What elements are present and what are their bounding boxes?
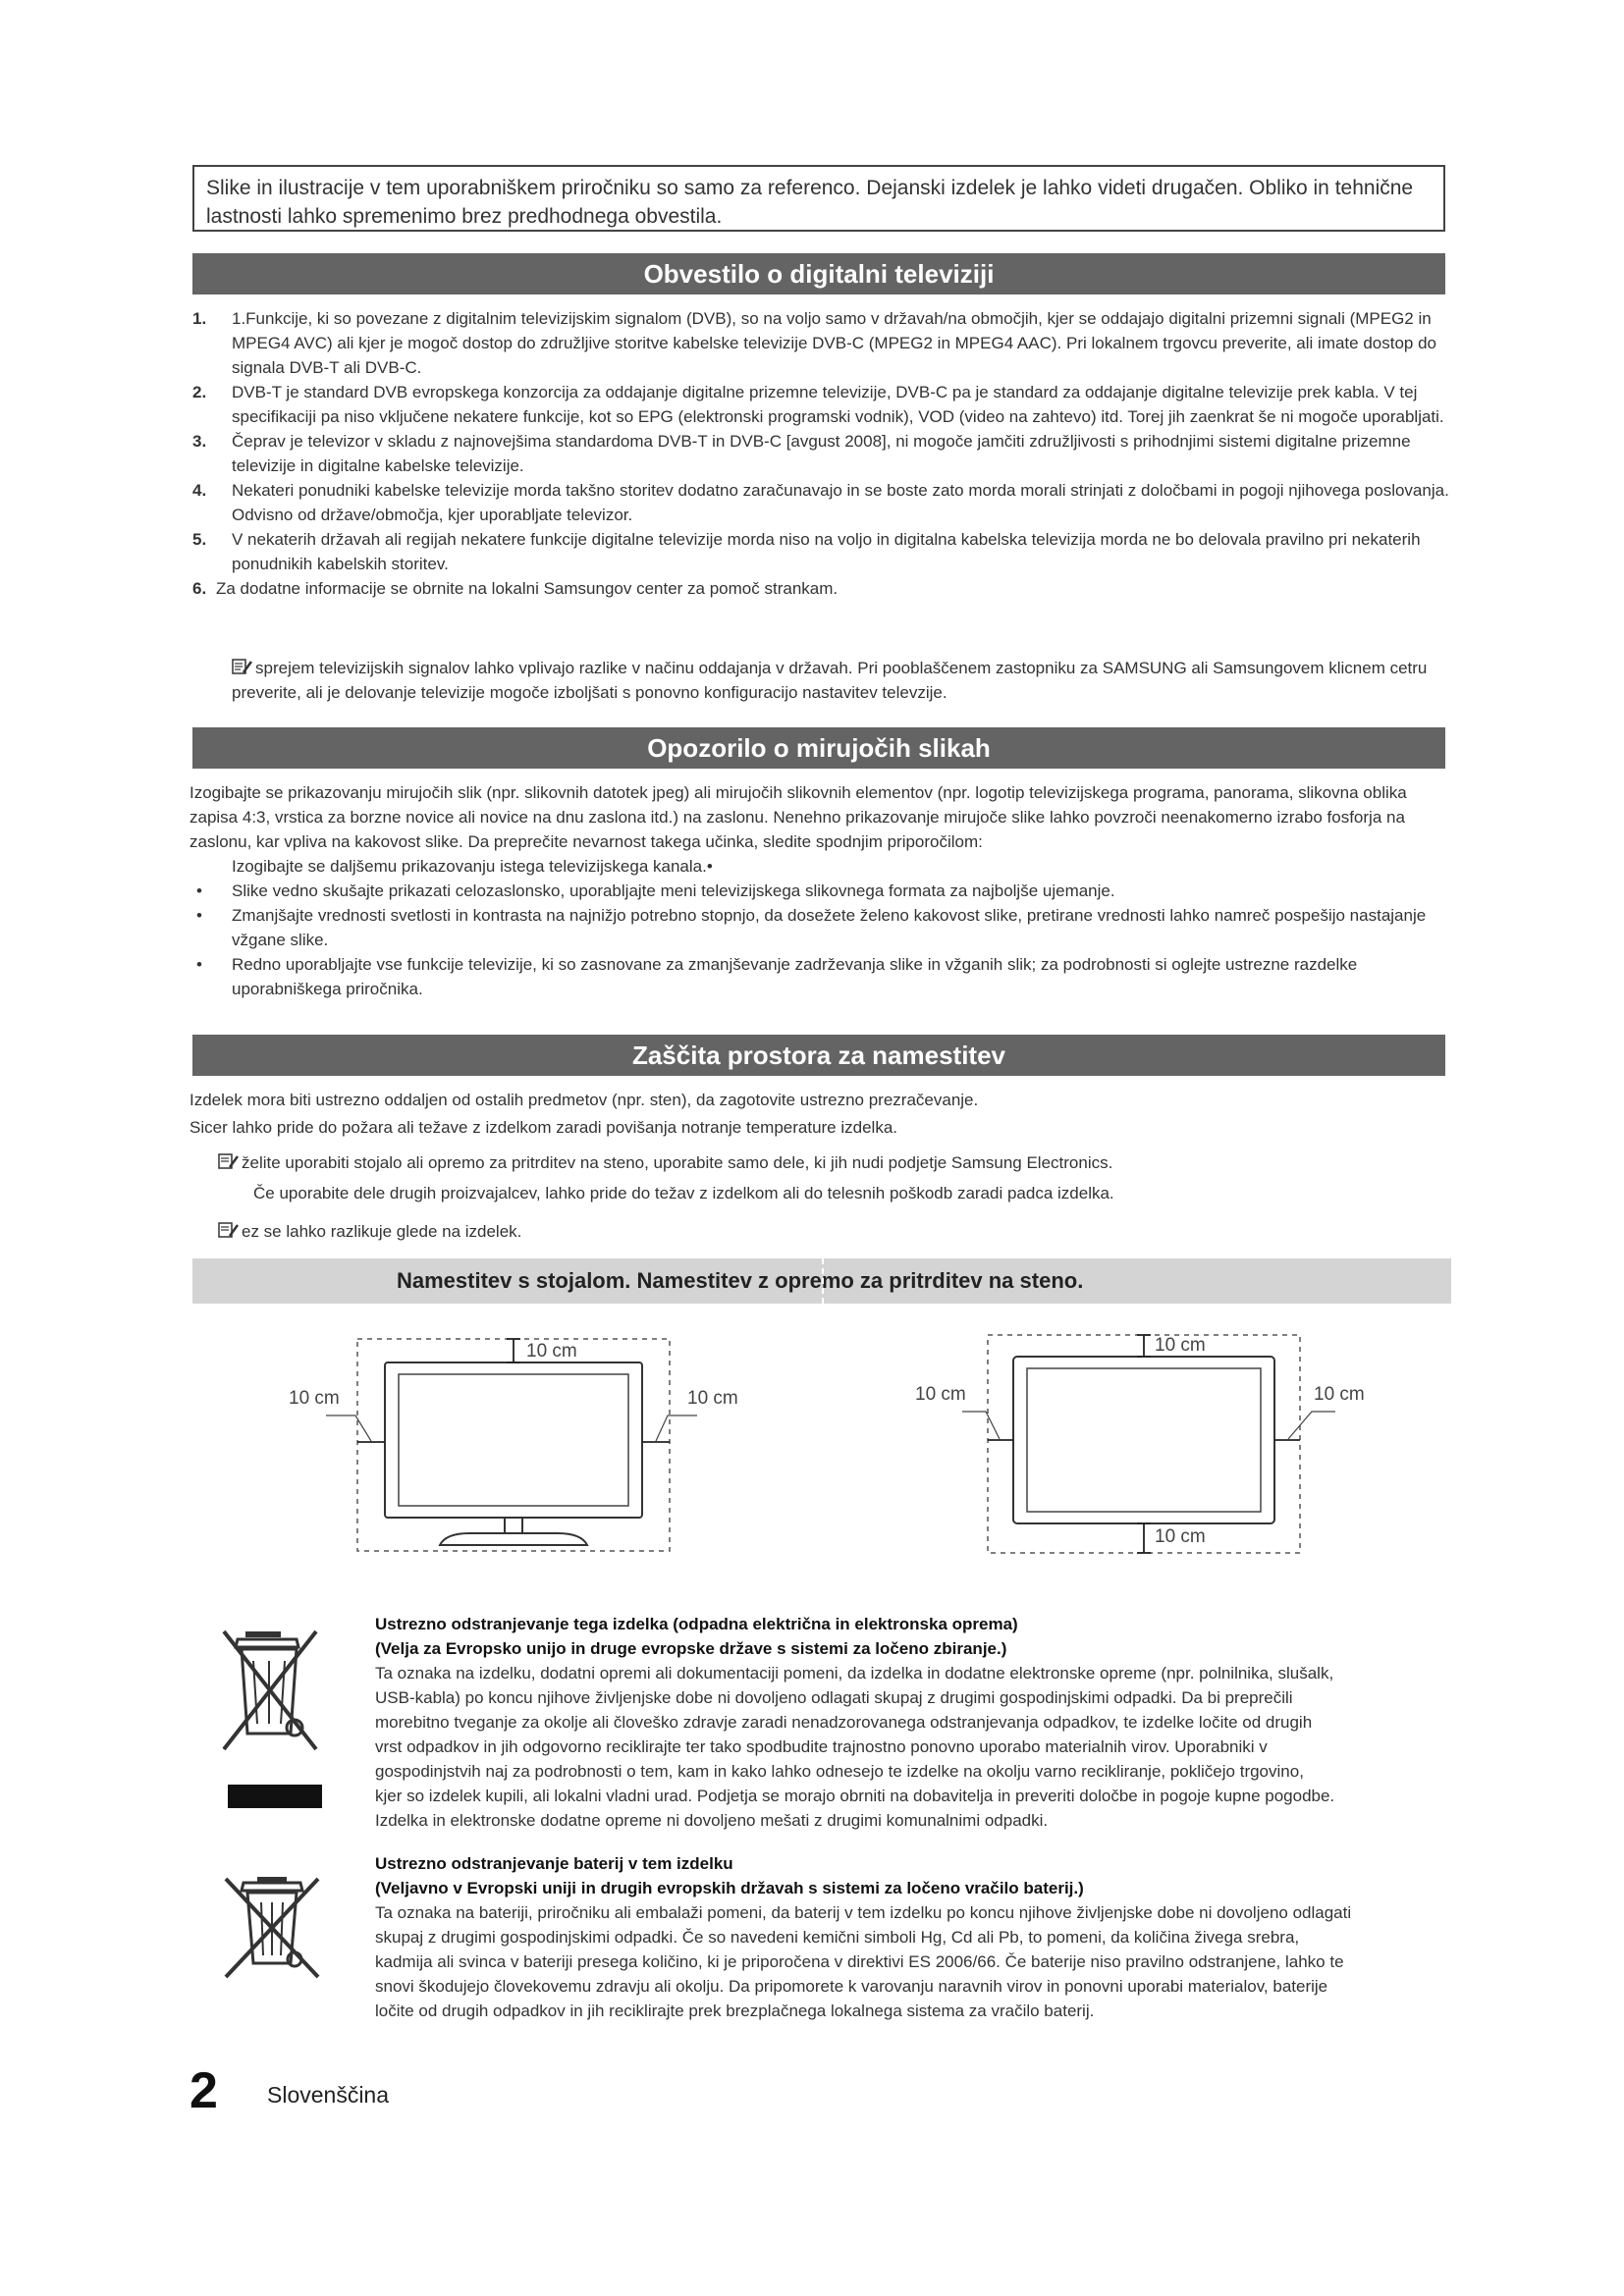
list-item [192,380,1451,429]
list-number: 3. [192,432,207,451]
battery-text-line: skupaj z drugimi gospodinjskimi odpadki. Če so navedeni kemični simboli Hg, Cd ali Pb, to pomeni, da količina živega srebra, [375,1928,1300,1947]
stand-installation-diagram [275,1325,746,1561]
wall-tv-drawing [903,1325,1414,1561]
note-text: ez se lahko razlikuje glede na izdelek. [242,1222,522,1241]
still-image-bullets [192,854,1451,1001]
bullet: • [196,906,202,925]
note-text: želite uporabiti stojalo ali opremo za pritrditev na steno, uporabite samo dele, ki jih nudi podjetje Samsung Electronics. [242,1153,1113,1172]
list-number: 5. [192,530,207,549]
list-item [192,952,1451,1001]
digital-tv-note [232,656,1449,705]
wall-mount-diagram [903,1325,1414,1561]
list-text: Zmanjšajte vrednosti svetlosti in kontrasta na najnižjo potrebno stopnjo, da dosežete želeno kakovost slike, pretirane vrednosti lahko namreč pospešijo nastajanje vžgane slike. [232,906,1427,949]
dim-label-left: 10 cm [915,1384,966,1405]
weee-text-line: morebitno tveganje za okolje ali človeško zdravje zaradi nenadzorovanega odstranjevanja odpadkov, te izdelke ločite od drugih [375,1713,1313,1732]
list-text: DVB-T je standard DVB evropskega konzorcija za oddajanje digitalne prizemne televizije, DVB-C pa je standard za oddajanje digitalne televizije prek kabla. V tej specifikaciji pa niso vključene nekatere funkcije, kot so EPG (elektronski programski vodnik), VOD (video na zahtevo) itd. Torej jih zaenkrat še ni mogoče uporabljati. [232,383,1444,426]
dim-label-top: 10 cm [1155,1335,1206,1356]
note-icon [218,1152,240,1170]
bullet: • [196,881,202,900]
dim-label-bottom: 10 cm [1155,1526,1206,1547]
list-text: Redno uporabljajte vse funkcije televizije, ki so zasnovane za zmanjševanje zadrževanja slike in vžganih slik; za podrobnosti si oglejte ustrezne razdelke uporabniškega priročnika. [232,955,1358,998]
battery-text-line: kadmija ali svinca v bateriji presega količino, ki je priporočena v direktivi ES 2006/66. Če baterije niso pravilno odstranjene, lahko te [375,1952,1344,1971]
battery-subtitle: (Veljavno v Evropski uniji in drugih evropskih državah s sistemi za ločeno vračilo baterij.) [375,1879,1084,1897]
weee-text-line: USB-kabla) po koncu njihove življenjske dobe ni dovoljeno odlagati skupaj z drugimi gospodinjskimi odpadki. Da bi preprečili [375,1688,1293,1707]
installation-header [192,1258,1451,1304]
list-text: 1.Funkcije, ki so povezane z digitalnim televizijskim signalom (DVB), so na voljo samo v državah/na območjih, kjer se oddajajo digitalni prizemni signali (MPEG2 in MPEG4 AVC) ali kjer je mogoč dostop do združljive storitve kabelske televizije DVB-C (MPEG2 in MPEG4 AAC). Pri lokalnem trgovcu preverite, ali imate dostop do signala DVB-T ali DVB-C. [232,309,1437,377]
list-number: 6. [192,579,207,598]
installation-header-text: Namestitev s stojalom. Namestitev z opremo za pritrditev na steno. [397,1268,1084,1293]
weee-subtitle: (Velja za Evropsko unijo in druge evropske države s sistemi za ločeno zbiranje.) [375,1639,1007,1658]
weee-title: Ustrezno odstranjevanje tega izdelka (odpadna električna in elektronska oprema) [375,1615,1018,1633]
footer-language: Slovenščina [267,2082,390,2108]
still-image-intro: Izogibajte se prikazovanju mirujočih slik (npr. slikovnih datotek jpeg) ali mirujočih slikovnih elementov (npr. logotip televizijskega programa, panorama, slikovna oblika zapisa 4:3, vrstica za borzne novice ali novice na dnu zaslona itd.) na zaslonu. Nenehno prikazovanje mirujoče slike lahko povzroči neenakomerno izrabo fosforja na zaslonu, kar vpliva na kakovost slike. Da preprečite nevarnost takega učinka, sledite spodnjim priporočilom: [189,783,1407,851]
note-text: sprejem televizijskih signalov lahko vplivajo razlike v načinu oddajanja v državah. Pri pooblaščenem zastopniku za SAMSUNG ali Samsungovem klicnem cetru preverite, ali je delovanje televizije mogoče izboljšati s ponovno konfiguracijo nastavitev televzije. [232,659,1428,702]
dim-label-top: 10 cm [526,1341,577,1362]
page-number: 2 [189,2062,218,2119]
battery-title: Ustrezno odstranjevanje baterij v tem izdelku [375,1854,733,1873]
note-icon [232,658,253,675]
stand-tv-drawing [275,1325,746,1561]
weee-text-line: Izdelka in elektronske dodatne opreme ni dovoljeno mešati z drugimi komunalnimi odpadki. [375,1811,1049,1830]
digital-tv-list [192,306,1451,601]
battery-crossed-bin-icon [218,1873,336,1981]
list-text: Za dodatne informacije se obrnite na lokalni Samsungov center za pomoč strankam. [216,579,839,598]
list-text: Čeprav je televizor v skladu z najnovejšima standardoma DVB-T in DVB-C [avgust 2008], ni mogoče jamčiti združljivosti s prihodnjimi sistemi digitalne prizemne televizije in digitalne kabelske televizije. [232,432,1411,475]
section-title-installation: Zaščita prostora za namestitev [192,1035,1445,1076]
dim-label-right: 10 cm [687,1388,738,1409]
dim-label-right: 10 cm [1314,1384,1365,1405]
list-item [192,306,1451,380]
installation-note-2 [218,1219,1445,1244]
list-number: 4. [192,481,207,500]
list-item [192,903,1451,952]
header-divider [822,1258,824,1304]
list-number: 1. [192,309,207,328]
note-text: Če uporabite dele drugih proizvajalcev, lahko pride do težav z izdelkom ali do telesnih poškodb zaradi padca izdelka. [253,1184,1114,1202]
list-text: Nekateri ponudniki kabelske televizije morda takšno storitev dodatno zaračunavajo in se boste zato morda morali strinjati z določbami in pogoji njihovega poslovanja. Odvisno od države/območja, kjer uporabljate televizor. [232,481,1449,524]
list-item [192,478,1451,527]
battery-section [375,1851,1455,2023]
list-text: V nekaterih državah ali regijah nekatere funkcije digitalne televizije morda niso na voljo in digitalna kabelska televizija morda ne bo delovala pravilno pri nekaterih ponudnikih kabelskih storitev. [232,530,1421,573]
list-item [192,879,1451,903]
list-number: 2. [192,383,207,401]
note-icon [218,1221,240,1239]
weee-section [375,1612,1455,1833]
bullet: • [196,955,202,974]
weee-text-line: gospodinjstvih naj za podrobnosti o tem, kam in kako lahko odnesejo te izdelke na okolju varno recikliranje, pokličejo trgovino, [375,1762,1304,1781]
list-item [192,854,1451,879]
installation-line: Izdelek mora biti ustrezno oddaljen od ostalih predmetov (npr. sten), da zagotovite ustrezno prezračevanje. [189,1091,979,1109]
battery-text-line: Ta oznaka na bateriji, priročniku ali embalaži pomeni, da baterij v tem izdelku po koncu njihove življenjske dobe ni dovoljeno odlagati [375,1903,1352,1922]
list-text: Slike vedno skušajte prikazati celozaslonsko, uporabljajte meni televizijskega slikovnega formata za najboljše ujemanje. [232,881,1115,900]
battery-text-line: snovi škodujejo človekovemu zdravju ali okolju. Da pripomorete k varovanju naravnih virov in ponovni uporabi materialov, baterije [375,1977,1328,1996]
installation-line: Sicer lahko pride do požara ali težave z izdelkom zaradi povišanja notranje temperature izdelka. [189,1118,897,1137]
notice-box [192,165,1445,232]
dim-label-left: 10 cm [289,1388,340,1409]
battery-text-line: ločite od drugih odpadkov in jih reciklirajte prek brezplačnega lokalnega sistema za vračilo baterij. [375,2002,1095,2020]
notice-text: Slike in ilustracije v tem uporabniškem priročniku so samo za referenco. Dejanski izdelek je lahko videti drugačen. Obliko in tehnične lastnosti lahko spremenimo brez predhodnega obvestila. [206,177,1414,228]
installation-text [189,1088,1456,1140]
weee-text-line: kjer so izdelek kupili, ali lokalni vladni urad. Podjetja se morajo obrniti na dobavitelja in preveriti določbe in pogoje kupne pogodbe. [375,1787,1335,1805]
weee-crossed-bin-icon [218,1628,336,1810]
list-item [192,527,1451,576]
section-title-still-image: Opozorilo o mirujočih slikah [192,727,1445,769]
installation-note-1 [218,1150,1445,1205]
section-title-digital-tv: Obvestilo o digitalni televiziji [192,253,1445,294]
list-text: Izogibajte se daljšemu prikazovanju istega televizijskega kanala.• [232,857,713,876]
list-item [192,429,1451,478]
weee-text-line: Ta oznaka na izdelku, dodatni opremi ali dokumentaciji pomeni, da izdelka in dodatne elektronske opreme (npr. polnilnika, slušalk, [375,1664,1334,1682]
weee-text-line: vrst odpadkov in jih odgovorno reciklirajte ter tako spodbudite trajnostno ponovno uporabo materialnih virov. Uporabniki v [375,1737,1268,1756]
list-item [192,576,1451,601]
